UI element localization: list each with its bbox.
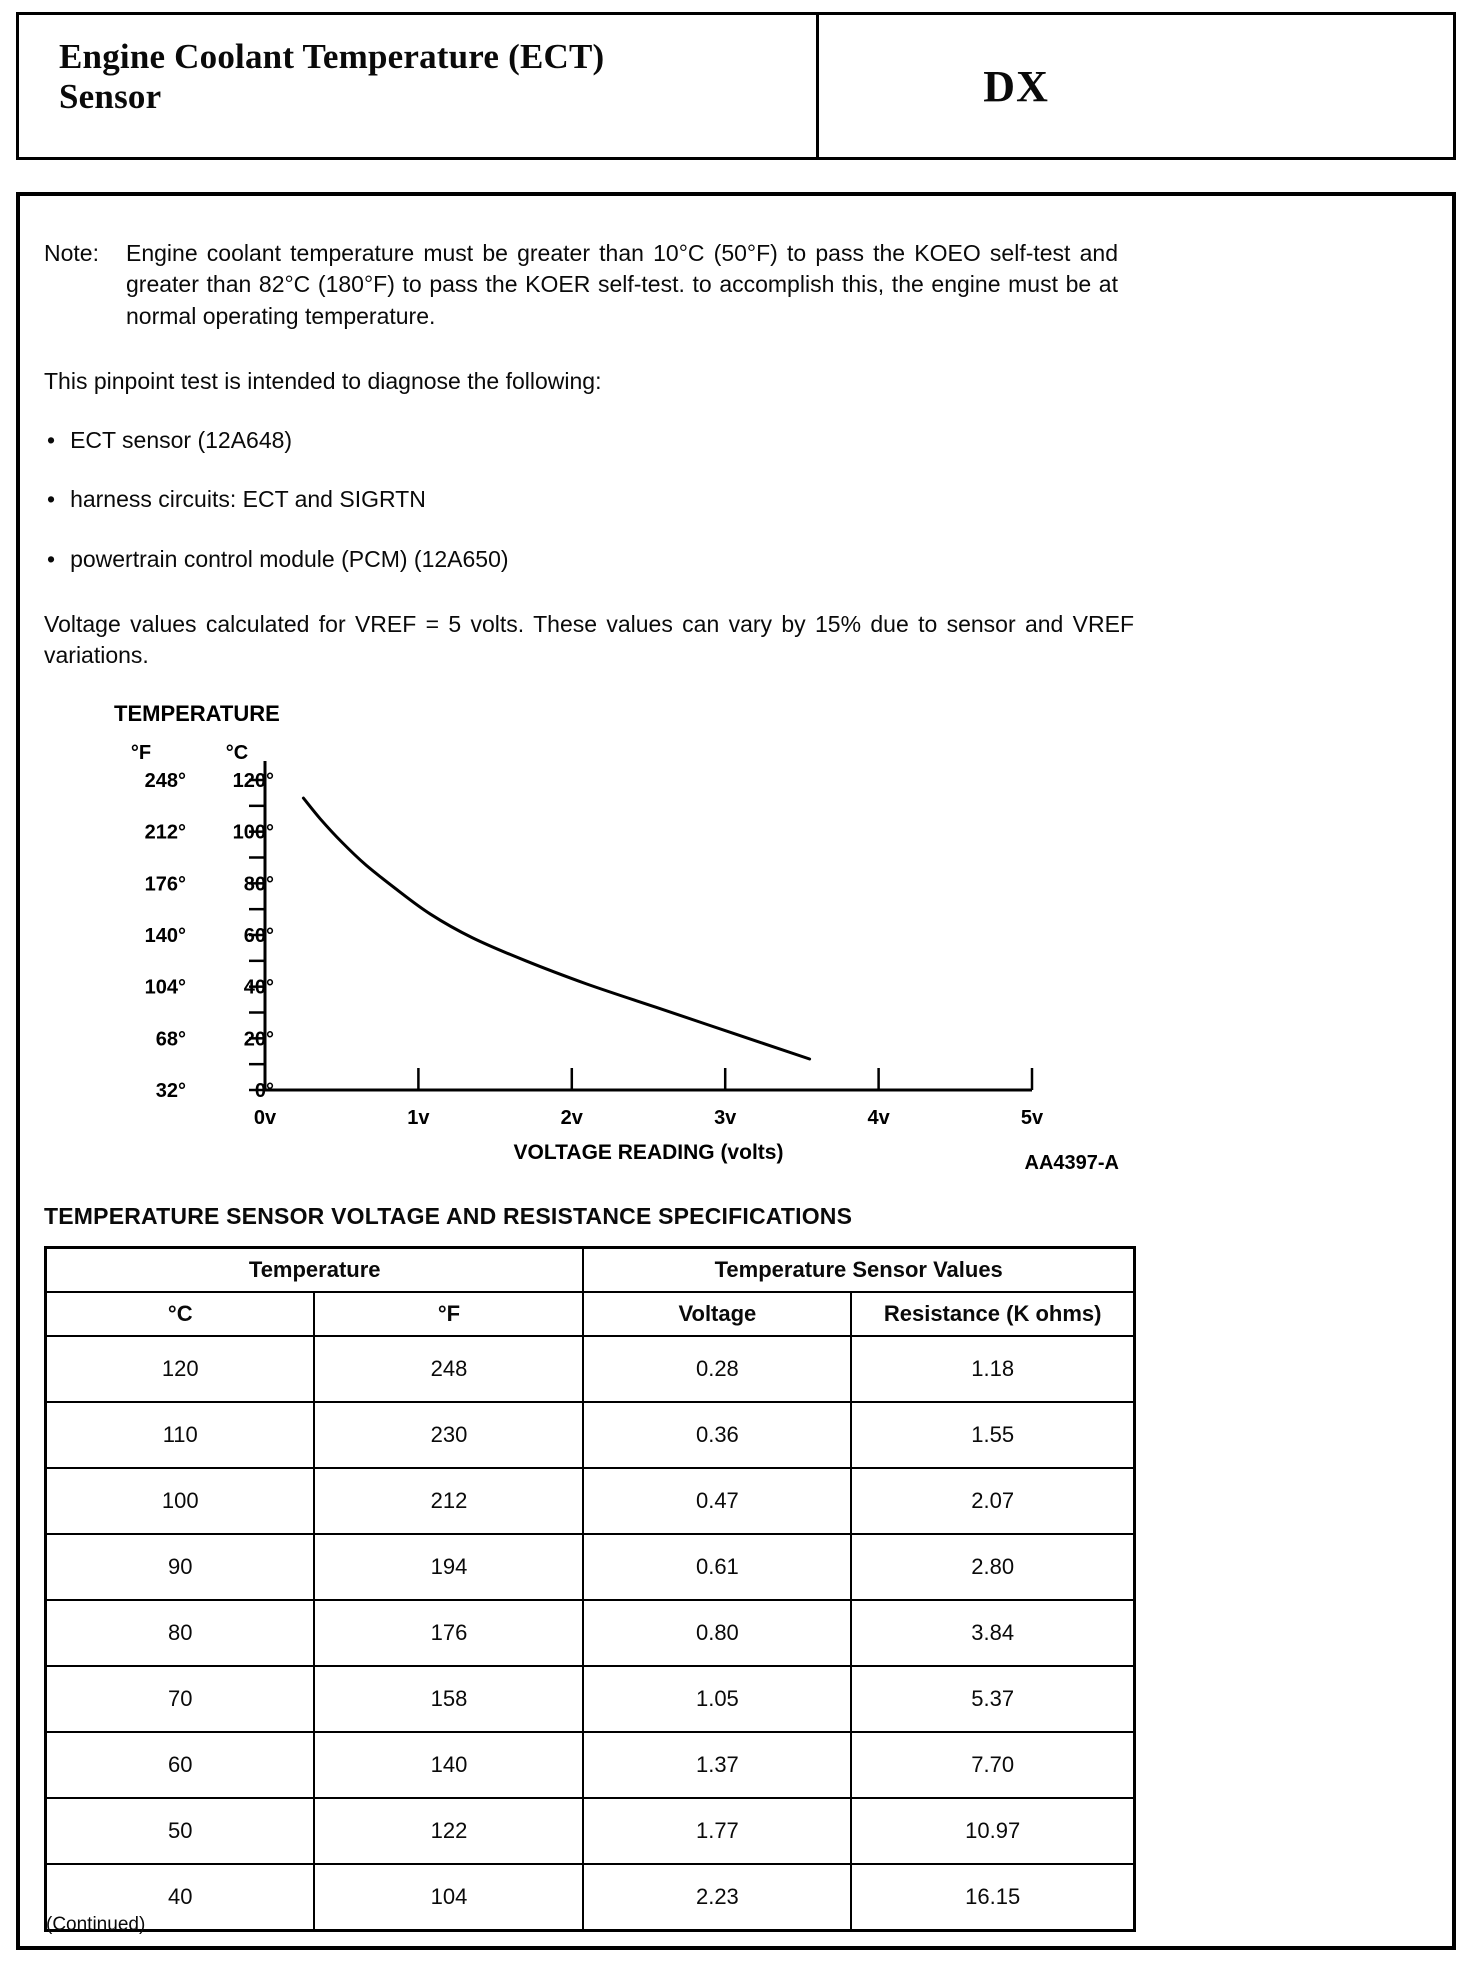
temperature-voltage-curve [44,697,1164,1179]
table-cell: 0.80 [583,1600,851,1666]
header-code-cell [819,15,1453,157]
table-cell: 248 [314,1336,583,1402]
bullet-item-text: • ECT sensor (12A648) [70,427,293,454]
page-header [16,12,1456,160]
group-header-row [46,1248,1135,1293]
table-cell: 0.47 [583,1468,851,1534]
page-title: Engine Coolant Temperature (ECT) Sensor [59,37,605,116]
group-header-sensor-values: Temperature Sensor Values [583,1248,1134,1293]
table-cell: 110 [46,1402,315,1468]
table-row [46,1402,1135,1468]
y-tick-label-f: 68° [155,1028,186,1051]
y-unit-c-label: °C [225,742,249,765]
table-row [46,1732,1135,1798]
y-tick-label-c: 20° [243,1028,274,1051]
x-tick-label: 0v [253,1107,277,1130]
y-tick-label-c: 60° [243,925,274,948]
table-cell: 2.07 [851,1468,1134,1534]
table-row [46,1468,1135,1534]
x-tick-label: 4v [867,1107,890,1130]
spec-table [44,1246,1136,1932]
header-title-cell [19,15,819,157]
table-cell: 0.28 [583,1336,851,1402]
table-cell: 104 [314,1864,583,1931]
note-label: Note: [44,240,99,266]
column-header-f: °F [314,1292,583,1336]
table-cell: 90 [46,1534,315,1600]
table-cell: 120 [46,1336,315,1402]
table-cell: 1.18 [851,1336,1134,1402]
table-cell: 3.84 [851,1600,1134,1666]
table-cell: 70 [46,1666,315,1732]
table-row [46,1336,1135,1402]
x-tick-label: 5v [1020,1107,1044,1130]
table-cell: 5.37 [851,1666,1134,1732]
y-tick-label-f: 212° [144,822,186,845]
column-header-voltage: Voltage [583,1292,851,1336]
table-cell: 16.15 [851,1864,1134,1931]
table-row [46,1798,1135,1864]
table-cell: 100 [46,1468,315,1534]
table-cell: 140 [314,1732,583,1798]
bullet-item [44,544,1428,575]
column-header-resistance: Resistance (K ohms) [851,1292,1134,1336]
table-cell: 230 [314,1402,583,1468]
note-block [44,238,1428,332]
y-unit-f-label: °F [130,742,152,765]
table-row [46,1666,1135,1732]
table-cell: 194 [314,1534,583,1600]
table-cell: 1.05 [583,1666,851,1732]
table-cell: 40 [46,1864,315,1931]
y-tick-label-f: 140° [144,925,186,948]
y-tick-label-c: 0° [254,1080,274,1103]
table-cell: 0.36 [583,1402,851,1468]
section-code: DX [983,61,1049,111]
y-tick-label-f: 104° [144,977,186,1000]
y-tick-label-c: 120° [232,770,274,793]
ect-voltage-chart [44,697,1428,1179]
table-cell: 50 [46,1798,315,1864]
y-tick-label-f: 248° [144,770,186,793]
bullet-list [44,425,1428,575]
bullet-item-text: • harness circuits: ECT and SIGRTN [70,486,426,513]
y-tick-label-c: 100° [232,822,274,845]
table-cell: 80 [46,1600,315,1666]
table-cell: 2.23 [583,1864,851,1931]
table-cell: 1.37 [583,1732,851,1798]
table-cell: 60 [46,1732,315,1798]
bullet-item [44,484,1428,515]
figure-reference: AA4397-A [1024,1152,1119,1175]
table-cell: 1.77 [583,1798,851,1864]
bullet-item [44,425,1428,456]
table-cell: 2.80 [851,1534,1134,1600]
chart-title: TEMPERATURE [114,701,280,727]
x-tick-label: 1v [407,1107,430,1130]
y-tick-label-f: 32° [155,1080,186,1103]
group-header-temperature: Temperature [46,1248,584,1293]
y-tick-label-c: 40° [243,977,274,1000]
content-box [16,192,1456,1950]
table-cell: 212 [314,1468,583,1534]
table-row [46,1600,1135,1666]
x-axis-label: VOLTAGE READING (volts) [513,1141,784,1165]
table-row [46,1864,1135,1931]
column-header-row [46,1292,1135,1336]
table-cell: 1.55 [851,1402,1134,1468]
table-cell: 10.97 [851,1798,1134,1864]
table-cell: 7.70 [851,1732,1134,1798]
column-header-c: °C [46,1292,315,1336]
x-tick-label: 3v [714,1107,737,1130]
bullet-item-text: • powertrain control module (PCM) (12A650) [70,545,509,572]
note-text: Engine coolant temperature must be greater than 10°C (50°F) to pass the KOEO self-test and greater than 82°C (180°F) to pass the KOER self-test. to accomplish this, the engine must be at normal operating temperature. [126,240,1118,329]
temperature-voltage-line [303,798,809,1059]
y-tick-label-f: 176° [144,873,186,896]
continued-note: (Continued) [46,1914,146,1935]
y-tick-label-c: 80° [243,873,274,896]
table-row [46,1534,1135,1600]
table-cell: 0.61 [583,1534,851,1600]
spec-table-title: TEMPERATURE SENSOR VOLTAGE AND RESISTANCE SPECIFICATIONS [44,1203,853,1230]
x-tick-label: 2v [560,1107,583,1130]
table-cell: 122 [314,1798,583,1864]
table-cell: 158 [314,1666,583,1732]
intro-text: This pinpoint test is intended to diagnose the following: [44,367,602,394]
vref-note: Voltage values calculated for VREF = 5 volts. These values can vary by 15% due to sensor and VREF variations. [44,610,1134,669]
table-cell: 176 [314,1600,583,1666]
